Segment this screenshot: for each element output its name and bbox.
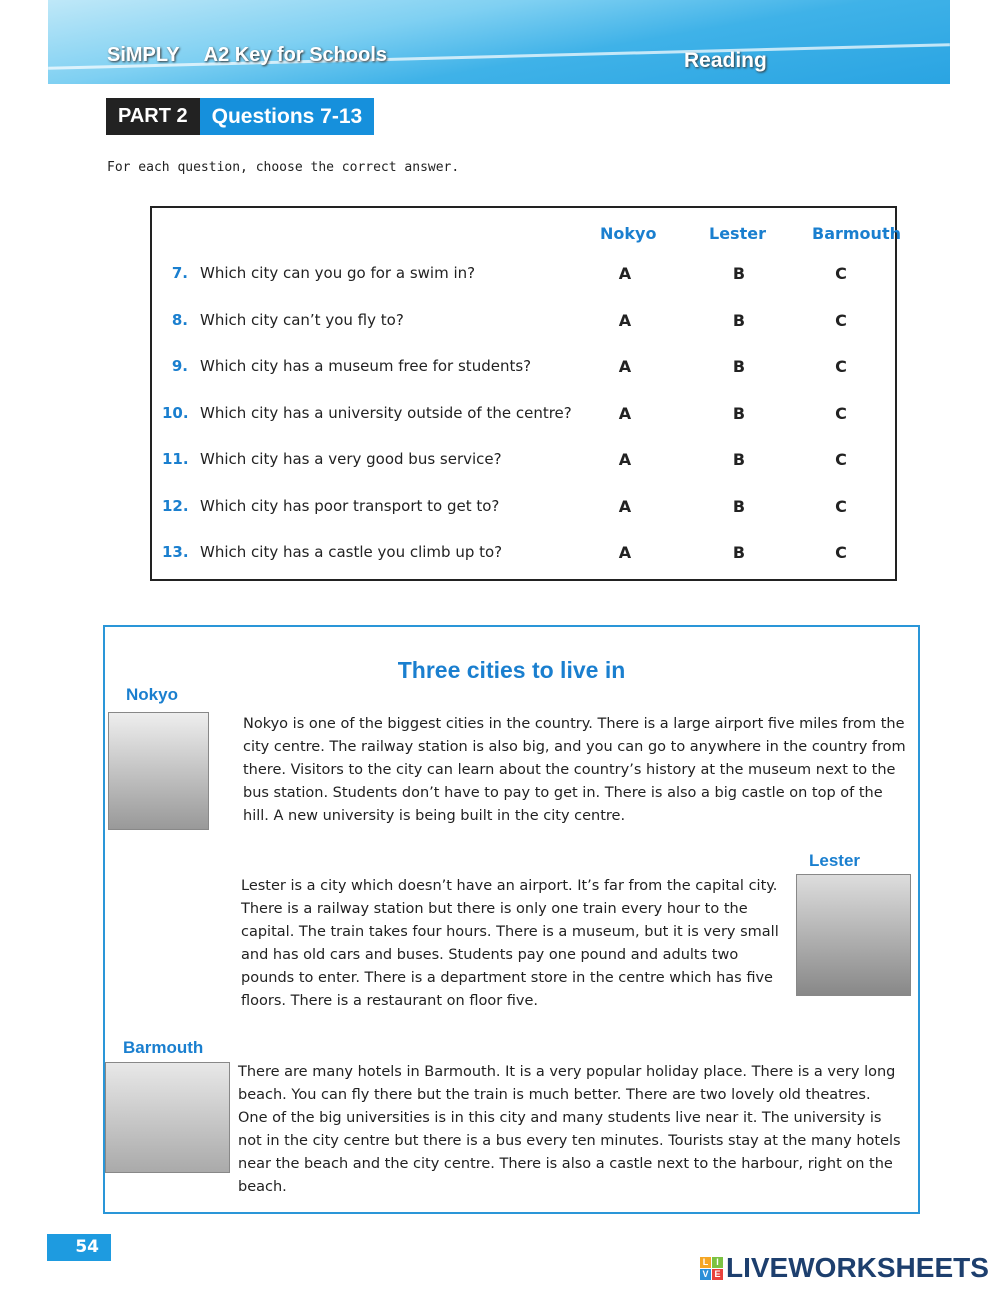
answer-option-b[interactable]: B [732, 310, 746, 330]
city-name-lester: Lester [809, 851, 861, 870]
answer-option-c[interactable]: C [835, 403, 847, 423]
answer-option-a[interactable]: A [618, 450, 632, 469]
question-text: Which city has a university outside of the centre? [200, 403, 572, 422]
answer-option-b[interactable]: B [732, 450, 746, 469]
question-text: Which city can’t you fly to? [200, 310, 404, 329]
barmouth-image [105, 1062, 230, 1173]
instruction: For each question, choose the correct answer. [107, 160, 460, 175]
question-text: Which city has poor transport to get to? [200, 496, 500, 515]
lester-text: Lester is a city which doesn’t have an airport. It’s far from the capital city. There is a railway station but there is only one train every hour to the capital. The train takes four hours. There is a museum, but it is very small and has old cars and buses. Students pay one pound and adults two pounds to enter. There is a department store in the centre which has five floors. There is a restaurant on floor five. [241, 878, 779, 1009]
question-row [162, 497, 892, 527]
part-heading [106, 98, 374, 135]
answer-option-c[interactable]: C [835, 357, 847, 376]
question-row [162, 404, 892, 434]
question-text: Which city has a castle you climb up to? [200, 543, 503, 561]
nokyo-image [108, 712, 209, 830]
question-row [162, 311, 892, 341]
part-label: PART 2 [106, 98, 200, 135]
question-number: 12. [162, 496, 189, 515]
question-number: 11. [162, 450, 189, 468]
question-text: Which city can you go for a swim in? [200, 264, 476, 282]
header-band [48, 0, 950, 84]
answer-option-c[interactable]: C [835, 264, 847, 283]
logo-text: LIVEWORKSHEETS [726, 1252, 989, 1283]
answer-option-a[interactable]: A [618, 357, 632, 376]
answer-option-a[interactable]: A [618, 496, 632, 516]
answer-option-a[interactable]: A [618, 264, 632, 283]
nokyo-text: Nokyo is one of the biggest cities in the country. There is a large airport five miles from the city centre. The railway station is also big, and you can go to anywhere in the country from there. Visitors to the city can learn about the country’s history at the museum next to the bus station. Students don’t have to pay to get in. There is also a big castle on top of the hill. A new university is being built in the city centre. [243, 716, 906, 824]
city-name-nokyo: Nokyo [126, 685, 178, 704]
answer-option-b[interactable]: B [732, 496, 746, 516]
logo-icon: L I V E [700, 1257, 723, 1280]
answer-option-b[interactable]: B [732, 543, 746, 562]
city-name-barmouth: Barmouth [123, 1038, 204, 1057]
series-name: A2 Key for Schools [203, 44, 388, 66]
question-row [162, 543, 892, 573]
reading-passage [103, 625, 920, 1214]
question-text: Which city has a museum free for students? [200, 357, 532, 375]
section-title: Reading [684, 49, 767, 72]
column-header-lester: Lester [709, 224, 766, 243]
column-header-barmouth: Barmouth [812, 224, 901, 243]
answer-option-a[interactable]: A [618, 543, 632, 562]
question-number: 7. [171, 264, 188, 282]
column-header-nokyo: Nokyo [600, 224, 657, 243]
question-text: Which city has a very good bus service? [200, 450, 502, 468]
questions-table [150, 206, 901, 581]
answer-option-c[interactable]: C [835, 543, 847, 562]
answer-option-a[interactable]: A [618, 403, 632, 423]
answer-option-b[interactable]: B [732, 264, 746, 283]
question-row [162, 450, 892, 480]
book-title [107, 44, 411, 67]
answer-option-b[interactable]: B [732, 403, 746, 423]
questions-label: Questions 7-13 [200, 98, 375, 135]
answer-option-c[interactable]: C [835, 450, 847, 469]
answer-option-c[interactable]: C [835, 310, 847, 330]
passage-title: Three cities to live in [397, 657, 626, 683]
question-row [162, 357, 892, 387]
answer-option-b[interactable]: B [732, 357, 746, 376]
question-number: 8. [171, 310, 188, 329]
page-number: 54 [47, 1234, 111, 1261]
answer-option-c[interactable]: C [835, 496, 847, 516]
brand-name: SiMPLY [107, 44, 180, 66]
liveworksheets-logo [700, 1252, 989, 1284]
question-number: 13. [162, 543, 189, 561]
lester-image [796, 874, 911, 996]
barmouth-text: There are many hotels in Barmouth. It is a very popular holiday place. There is a very long beach. You can fly there but the train is much better. There are two lovely old theatres. One of the big universities is in this city and many students live near it. The university is not in the city centre but there is a bus every ten minutes. Tourists stay at the many hotels near the beach and the city centre. There is also a castle next to the harbour, right on the beach. [238, 1064, 901, 1195]
question-row [162, 264, 892, 294]
answer-option-a[interactable]: A [618, 310, 632, 330]
question-number: 9. [171, 357, 188, 375]
question-number: 10. [162, 403, 189, 422]
